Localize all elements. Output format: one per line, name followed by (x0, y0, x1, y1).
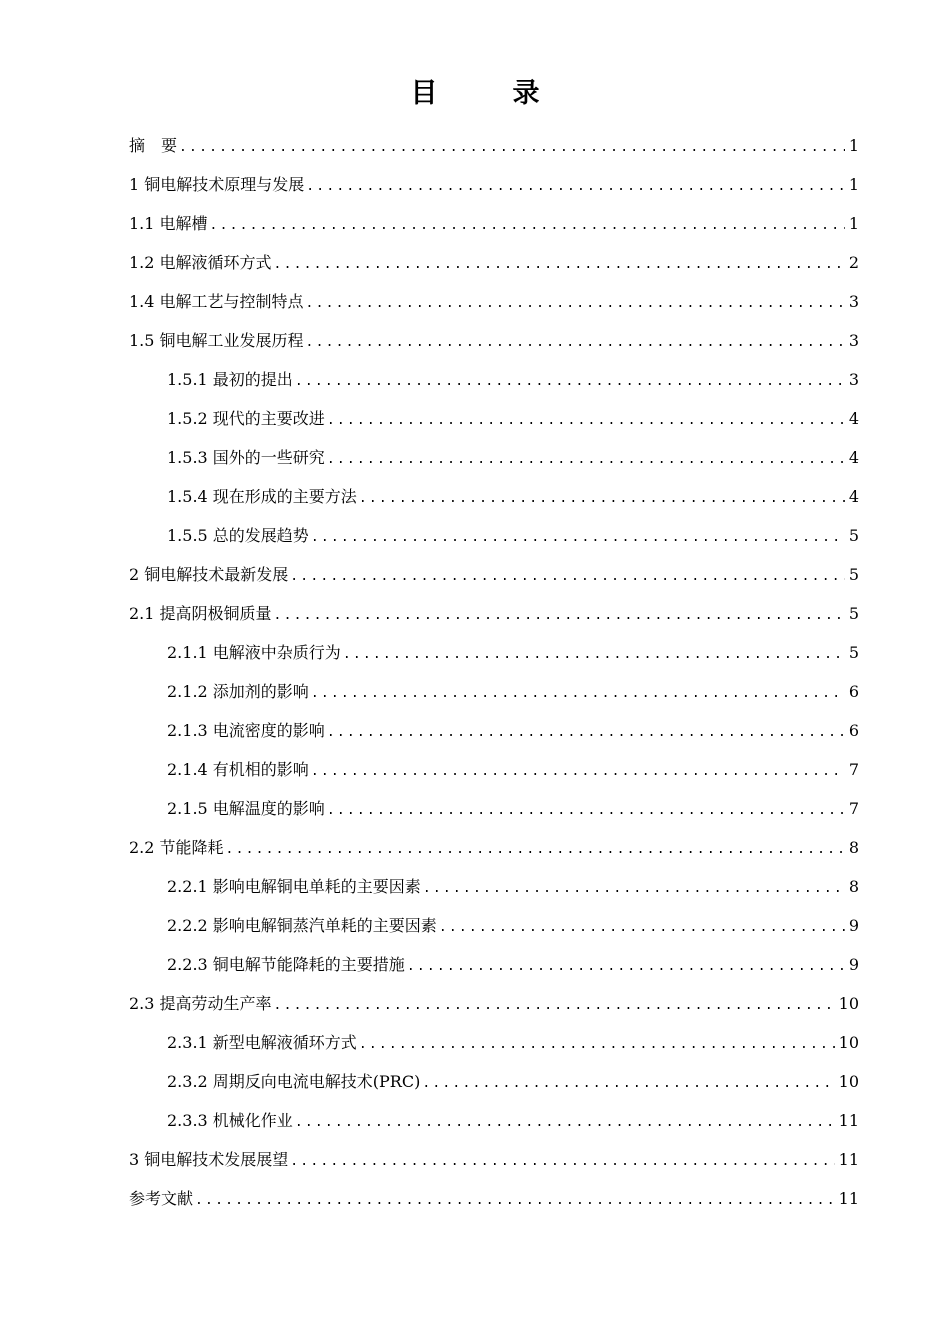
toc-entry-title: 2.2.2 影响电解铜蒸汽单耗的主要因素 (167, 916, 437, 935)
toc-entry-title: 2.3.1 新型电解液循环方式 (167, 1033, 357, 1052)
toc-entry-title: 参考文献 (129, 1189, 194, 1208)
toc-entry-page-number: 1 (848, 214, 859, 233)
toc-entry-page-number: 9 (848, 955, 859, 974)
toc-entry-title: 2.1.3 电流密度的影响 (167, 721, 325, 740)
toc-entry-title: 3 铜电解技术发展展望 (129, 1150, 289, 1169)
dot-leader (274, 986, 835, 1025)
toc-entry-page-number: 2 (848, 253, 859, 272)
toc-entry[interactable] (129, 984, 859, 1023)
toc-entry[interactable] (129, 1023, 859, 1062)
toc-entry-page-number: 7 (848, 760, 859, 779)
toc-entry-page-number: 1 (848, 136, 859, 155)
toc-entry-title: 1.5.1 最初的提出 (167, 370, 293, 389)
toc-entry-page-number: 10 (838, 1033, 859, 1052)
toc-entry[interactable] (129, 204, 859, 243)
toc-entry-title: 2 铜电解技术最新发展 (129, 565, 289, 584)
toc-entry-page-number: 6 (848, 682, 859, 701)
toc-entry-page-number: 3 (848, 292, 859, 311)
dot-leader (274, 245, 845, 284)
toc-entry-page-number: 3 (848, 370, 859, 389)
toc-entry-title: 1.1 电解槽 (129, 214, 208, 233)
toc-entry[interactable] (129, 1101, 859, 1140)
toc-entry-title: 2.2 节能降耗 (129, 838, 224, 857)
toc-entry[interactable] (129, 516, 859, 555)
toc-entry-title: 2.2.1 影响电解铜电单耗的主要因素 (167, 877, 421, 896)
dot-leader (423, 869, 845, 908)
toc-entry[interactable] (129, 399, 859, 438)
toc-entry-title: 2.1.1 电解液中杂质行为 (167, 643, 341, 662)
toc-entry[interactable] (129, 555, 859, 594)
toc-entry[interactable] (129, 360, 859, 399)
toc-entry-title: 1.4 电解工艺与控制特点 (129, 292, 304, 311)
toc-entry[interactable] (129, 672, 859, 711)
toc-entry-page-number: 8 (848, 877, 859, 896)
toc-entry-title: 2.3.3 机械化作业 (167, 1111, 293, 1130)
toc-entry-title: 1.5.2 现代的主要改进 (167, 409, 325, 428)
dot-leader (295, 362, 845, 401)
dot-leader (311, 518, 845, 557)
toc-entry[interactable] (129, 906, 859, 945)
toc-entry-title: 1.5.5 总的发展趋势 (167, 526, 309, 545)
toc-entry-page-number: 5 (848, 526, 859, 545)
toc-entry-title: 2.1 提高阴极铜质量 (129, 604, 272, 623)
toc-entry-page-number: 11 (838, 1189, 859, 1208)
dot-leader (407, 947, 845, 986)
dot-leader (274, 596, 845, 635)
toc-entry[interactable] (129, 1179, 859, 1218)
toc-entry-title: 1 铜电解技术原理与发展 (129, 175, 305, 194)
dot-leader (226, 830, 845, 869)
toc-entry-page-number: 5 (848, 643, 859, 662)
toc-entry[interactable] (129, 945, 859, 984)
toc-entry[interactable] (129, 1140, 859, 1179)
toc-entry-page-number: 11 (838, 1150, 859, 1169)
toc-entry-page-number: 5 (848, 604, 859, 623)
dot-leader (195, 1181, 835, 1220)
toc-entry-page-number: 1 (848, 175, 859, 194)
dot-leader (179, 128, 845, 167)
dot-leader (422, 1064, 834, 1103)
dot-leader (306, 167, 845, 206)
toc-entry-page-number: 3 (848, 331, 859, 350)
dot-leader (359, 479, 845, 518)
toc-entry[interactable] (129, 867, 859, 906)
toc-entry-title: 2.3.2 周期反向电流电解技术(PRC) (167, 1072, 421, 1091)
dot-leader (290, 557, 845, 596)
dot-leader (290, 1142, 834, 1181)
dot-leader (439, 908, 845, 947)
toc-entry[interactable] (129, 750, 859, 789)
toc-entry-page-number: 4 (848, 409, 859, 428)
toc-entry[interactable] (129, 789, 859, 828)
toc-entry-page-number: 10 (838, 994, 859, 1013)
dot-leader (210, 206, 845, 245)
toc-entry-title: 2.1.2 添加剂的影响 (167, 682, 309, 701)
toc-entry[interactable] (129, 594, 859, 633)
toc-entry-page-number: 9 (848, 916, 859, 935)
dot-leader (306, 323, 845, 362)
toc-entry[interactable] (129, 1062, 859, 1101)
toc-entry[interactable] (129, 711, 859, 750)
dot-leader (327, 401, 845, 440)
toc-entry-title: 1.2 电解液循环方式 (129, 253, 272, 272)
toc-entry[interactable] (129, 828, 859, 867)
dot-leader (359, 1025, 835, 1064)
dot-leader (327, 713, 845, 752)
toc-entry-title: 2.1.5 电解温度的影响 (167, 799, 325, 818)
dot-leader (327, 440, 845, 479)
toc-entry-page-number: 6 (848, 721, 859, 740)
toc-entry[interactable] (129, 633, 859, 672)
toc-entry[interactable] (129, 477, 859, 516)
dot-leader (311, 752, 845, 791)
toc-entry-title: 1.5 铜电解工业发展历程 (129, 331, 304, 350)
toc-entry-page-number: 8 (848, 838, 859, 857)
toc-entry-title: 1.5.3 国外的一些研究 (167, 448, 325, 467)
table-of-contents (129, 126, 859, 1218)
toc-entry-page-number: 11 (838, 1111, 859, 1130)
toc-entry[interactable] (129, 438, 859, 477)
toc-entry[interactable] (129, 165, 859, 204)
dot-leader (327, 791, 845, 830)
page-title: 目 录 (410, 78, 564, 109)
toc-entry-page-number: 4 (848, 487, 859, 506)
toc-entry[interactable] (129, 126, 859, 165)
toc-entry-page-number: 10 (838, 1072, 859, 1091)
toc-entry-title: 1.5.4 现在形成的主要方法 (167, 487, 357, 506)
dot-leader (311, 674, 845, 713)
toc-entry-title: 2.3 提高劳动生产率 (129, 994, 272, 1013)
toc-entry-page-number: 5 (848, 565, 859, 584)
dot-leader (343, 635, 845, 674)
dot-leader (295, 1103, 835, 1142)
dot-leader (306, 284, 845, 323)
toc-entry-title: 2.1.4 有机相的影响 (167, 760, 309, 779)
toc-entry[interactable] (129, 243, 859, 282)
toc-entry[interactable] (129, 321, 859, 360)
toc-entry-title: 2.2.3 铜电解节能降耗的主要措施 (167, 955, 405, 974)
toc-entry-page-number: 7 (848, 799, 859, 818)
toc-entry-title: 摘 要 (129, 136, 178, 155)
toc-entry-page-number: 4 (848, 448, 859, 467)
toc-entry[interactable] (129, 282, 859, 321)
